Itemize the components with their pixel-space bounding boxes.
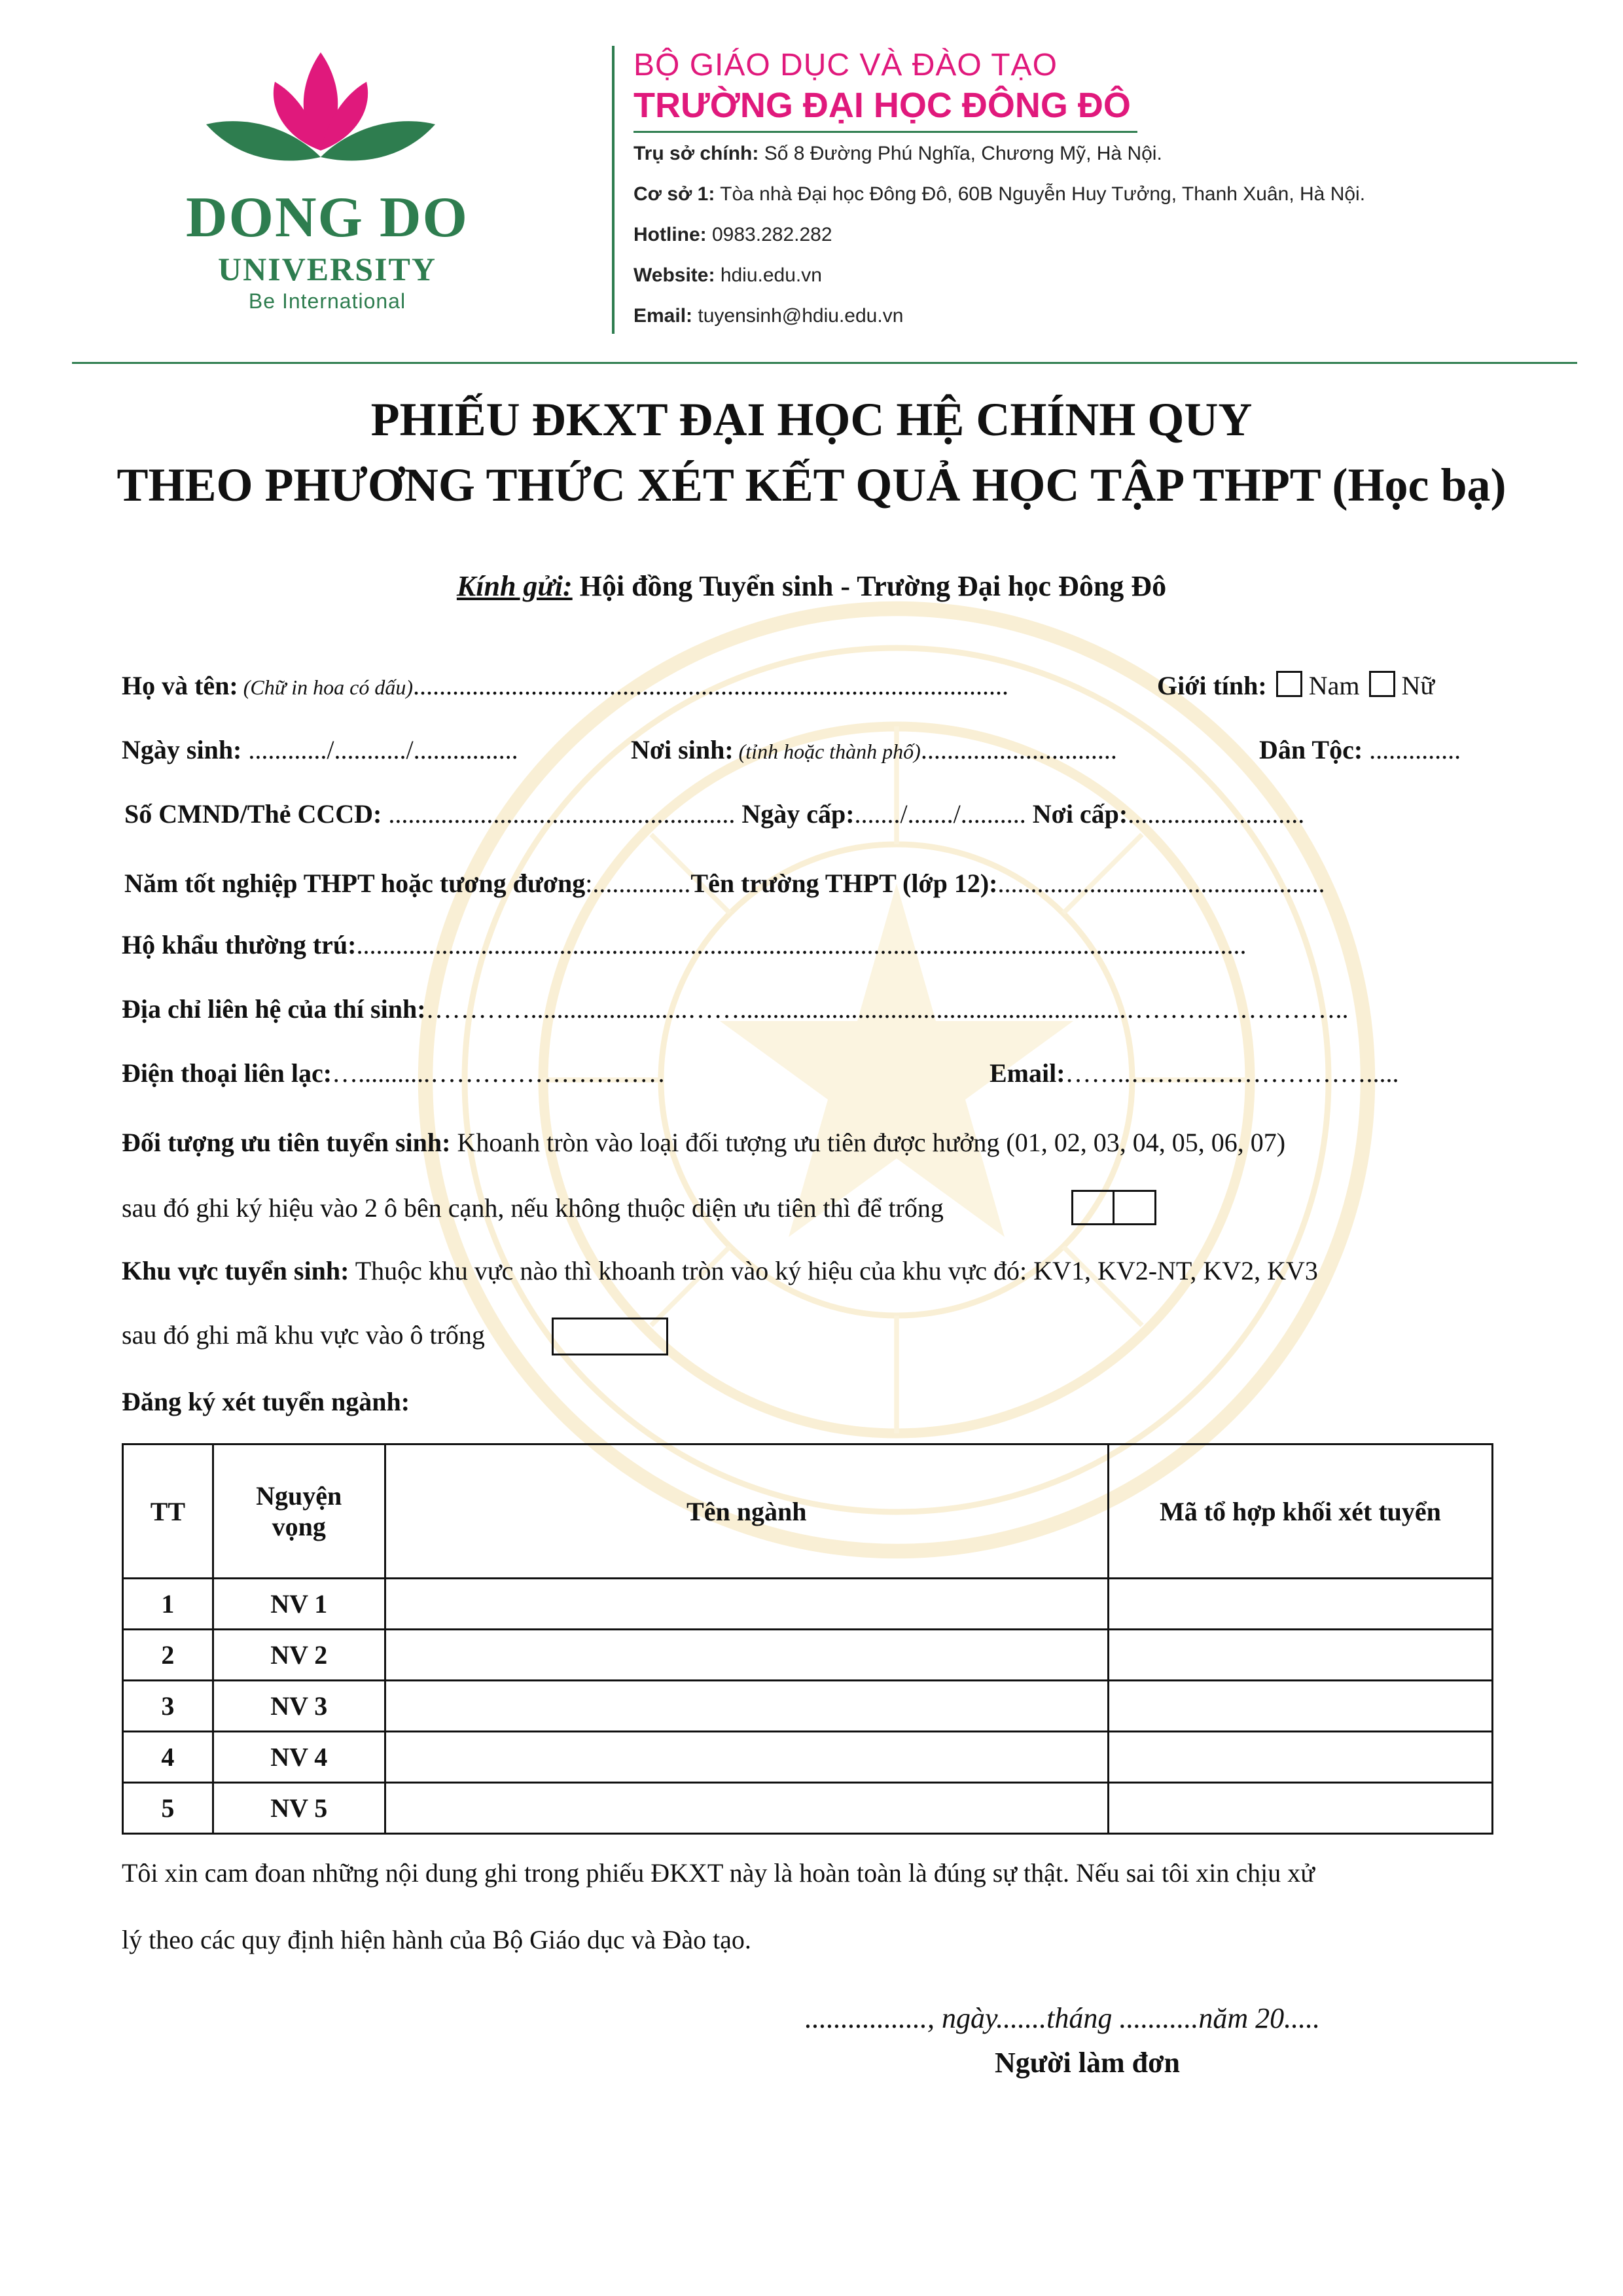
contact-address-field[interactable]: Địa chỉ liên hệ của thí sinh:…………........................……...........................................................…………………….. [122, 994, 1349, 1024]
full-name-field[interactable]: Họ và tên: (Chữ in hoa có dấu)........................................................................................... [122, 671, 1008, 700]
table-row: 4 NV 4 [123, 1732, 1493, 1783]
combination-code-cell[interactable] [1108, 1579, 1492, 1630]
graduation-year-field[interactable]: Năm tốt nghiệp THPT hoặc tương đương:...............Tên trường THPT (lớp 12):.................................................. [124, 869, 1325, 898]
major-name-cell[interactable] [385, 1630, 1108, 1681]
lotus-logo-icon [200, 46, 442, 177]
date-of-birth-field[interactable]: Ngày sinh: ............/.........../................ [122, 735, 518, 764]
signer-label: Người làm đơn [995, 2047, 1180, 2079]
major-name-cell[interactable] [385, 1579, 1108, 1630]
place-of-birth-field[interactable]: Nơi sinh: (tỉnh hoặc thành phố).............................. [631, 735, 1117, 764]
header-divider-vertical [612, 46, 615, 334]
signature-date[interactable]: ................., ngày.......tháng ...........năm 20..... [805, 2002, 1321, 2034]
major-name-cell[interactable] [385, 1732, 1108, 1783]
area-instruction: Khu vực tuyển sinh: Thuộc khu vực nào thì khoanh tròn vào ký hiệu của khu vực đó: KV1, KV2-NT, KV2, KV3 [122, 1256, 1318, 1285]
combination-code-cell[interactable] [1108, 1732, 1492, 1783]
major-name-cell[interactable] [385, 1681, 1108, 1732]
table-header-row [123, 1444, 1493, 1579]
priority-group-instruction-2: sau đó ghi ký hiệu vào 2 ô bên cạnh, nếu không thuộc diện ưu tiên thì để trống [122, 1193, 944, 1223]
logo-tagline: Be International [248, 289, 406, 313]
form-title-line-2: THEO PHƯƠNG THỨC XÉT KẾT QUẢ HỌC TẬP THPT (Học bạ) [116, 459, 1507, 511]
contact-headquarters: Trụ sở chính: Số 8 Đường Phú Nghĩa, Chương Mỹ, Hà Nội. [633, 143, 1162, 164]
combination-code-cell[interactable] [1108, 1630, 1492, 1681]
gender-male-checkbox[interactable] [1276, 671, 1302, 697]
phone-field[interactable]: Điện thoại liên lạc:…...........……………………… [122, 1058, 666, 1088]
major-name-cell[interactable] [385, 1783, 1108, 1834]
contact-hotline: Hotline: 0983.282.282 [633, 224, 832, 245]
combination-code-cell[interactable] [1108, 1783, 1492, 1834]
permanent-residence-field[interactable]: Hộ khẩu thường trú:........................................................................................................................................ [122, 930, 1247, 960]
register-major-heading: Đăng ký xét tuyển ngành: [122, 1387, 410, 1416]
table-row: 5 NV 5 [123, 1783, 1493, 1834]
priority-group-instruction: Đối tượng ưu tiên tuyển sinh: Khoanh tròn vào loại đối tượng ưu tiên được hưởng (01, 02, 03, 04, 05, 06, 07) [122, 1128, 1286, 1157]
contact-campus-1: Cơ sở 1: Tòa nhà Đại học Đông Đô, 60B Nguyễn Huy Tưởng, Thanh Xuân, Hà Nội. [633, 183, 1366, 205]
contact-email: Email: tuyensinh@hdiu.edu.vn [633, 305, 904, 327]
priority-code-input[interactable] [1071, 1190, 1156, 1225]
contact-website: Website: hdiu.edu.vn [633, 264, 822, 286]
greeting: Kính gửi: Hội đồng Tuyển sinh - Trường Đại học Đông Đô [456, 570, 1167, 602]
header-aspiration: Nguyện vọng [213, 1444, 385, 1579]
university-underline [633, 131, 1137, 133]
form-title-line-1: PHIẾU ĐKXT ĐẠI HỌC HỆ CHÍNH QUY [370, 393, 1253, 446]
gender-field: Giới tính: Nam Nữ [1157, 671, 1435, 700]
email-field[interactable]: Email:……..………………………..... [990, 1058, 1399, 1088]
id-number-field[interactable]: Số CMND/Thẻ CCCD: ..................................................... Ngày cấp:......./......./.......... Nơi cấp:........................... [124, 799, 1305, 829]
header-tt: TT [123, 1444, 213, 1579]
gender-female-checkbox[interactable] [1369, 671, 1395, 697]
pledge-line-2: lý theo các quy định hiện hành của Bộ Giáo dục và Đào tạo. [122, 1925, 751, 1954]
header-separator [72, 362, 1577, 364]
ethnicity-field[interactable]: Dân Tộc: .............. [1259, 735, 1461, 764]
table-row: 2 NV 2 [123, 1630, 1493, 1681]
header-major-name: Tên ngành [385, 1444, 1108, 1579]
table-row: 1 NV 1 [123, 1579, 1493, 1630]
combination-code-cell[interactable] [1108, 1681, 1492, 1732]
pledge-line-1: Tôi xin cam đoan những nội dung ghi trong phiếu ĐKXT này là hoàn toàn là đúng sự thật. Nếu sai tôi xin chịu xử [122, 1858, 1315, 1888]
university-name: TRƯỜNG ĐẠI HỌC ĐÔNG ĐÔ [633, 86, 1131, 125]
header-combination-code: Mã tổ hợp khối xét tuyển [1108, 1444, 1492, 1579]
registration-table [122, 1443, 1493, 1835]
area-code-input[interactable] [552, 1318, 668, 1355]
logo-subtitle: UNIVERSITY [218, 251, 437, 287]
table-row: 3 NV 3 [123, 1681, 1493, 1732]
logo-name: DONG DO [186, 186, 469, 249]
area-instruction-2: sau đó ghi mã khu vực vào ô trống [122, 1320, 485, 1350]
ministry-name: BỘ GIÁO DỤC VÀ ĐÀO TẠO [633, 48, 1058, 82]
